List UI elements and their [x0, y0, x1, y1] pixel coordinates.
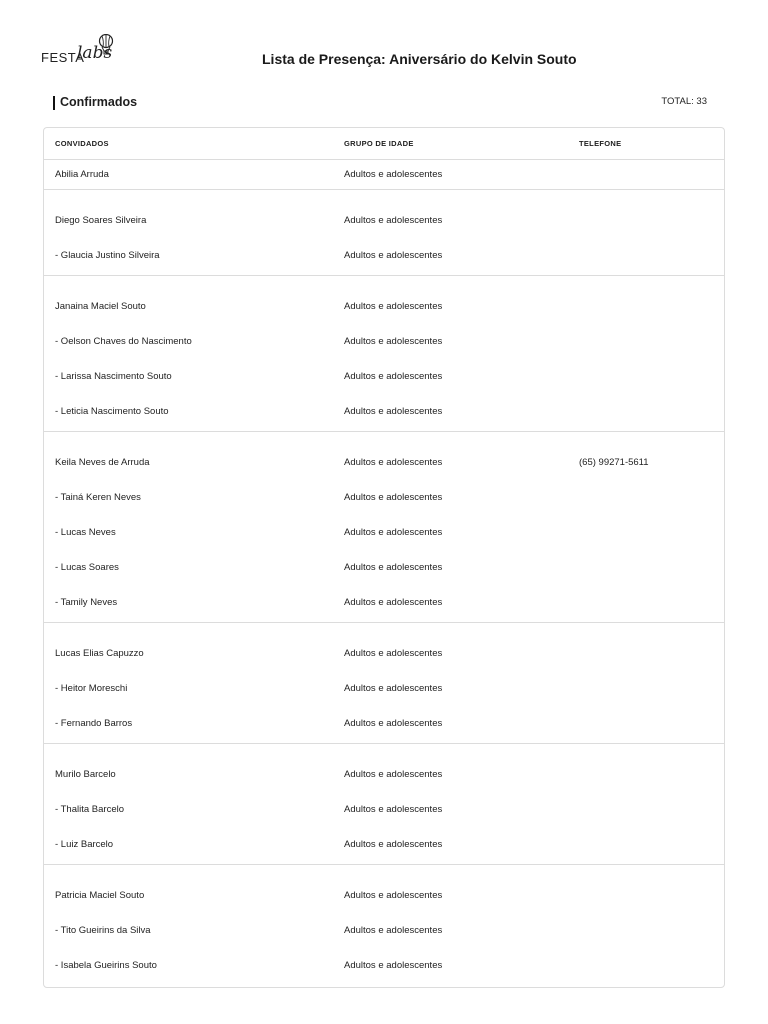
- table-body: [44, 160, 724, 985]
- table-row: [44, 880, 724, 915]
- guest-table: [43, 127, 725, 988]
- guest-name: Lucas Elias Capuzzo: [55, 648, 144, 659]
- guest-age-group: Adultos e adolescentes: [344, 301, 443, 312]
- guest-name: - Tainá Keren Neves: [55, 492, 141, 503]
- section-title: Confirmados: [60, 95, 138, 109]
- guest-age-group: Adultos e adolescentes: [344, 769, 443, 780]
- group-spacer: [44, 190, 724, 205]
- guest-name: - Leticia Nascimento Souto: [55, 406, 169, 417]
- guest-age-group: Adultos e adolescentes: [344, 804, 443, 815]
- guest-name: Patricia Maciel Souto: [55, 890, 145, 901]
- guest-name: - Oelson Chaves do Nascimento: [55, 336, 192, 347]
- table-row: [44, 829, 724, 864]
- festalabs-logo: [41, 34, 121, 70]
- table-row: [44, 950, 724, 985]
- table-row: [44, 794, 724, 829]
- guest-phone: (65) 99271-5611: [579, 457, 649, 468]
- guest-group: [44, 744, 724, 865]
- guest-name: - Larissa Nascimento Souto: [55, 371, 172, 382]
- guest-age-group: Adultos e adolescentes: [344, 597, 443, 608]
- guest-group: [44, 160, 724, 190]
- guest-name: Diego Soares Silveira: [55, 215, 147, 226]
- table-row: [44, 160, 724, 189]
- table-row: [44, 552, 724, 587]
- table-row: [44, 915, 724, 950]
- guest-age-group: Adultos e adolescentes: [344, 925, 443, 936]
- guest-name: - Luiz Barcelo: [55, 839, 114, 850]
- group-spacer: [44, 865, 724, 880]
- table-row: [44, 447, 724, 482]
- table-row: [44, 396, 724, 431]
- guest-group: [44, 623, 724, 744]
- table-row: [44, 708, 724, 743]
- table-row: [44, 482, 724, 517]
- group-spacer: [44, 623, 724, 638]
- guest-age-group: Adultos e adolescentes: [344, 648, 443, 659]
- section-accent-bar: [53, 96, 55, 110]
- guest-name: - Lucas Soares: [55, 562, 119, 573]
- table-row: [44, 326, 724, 361]
- guest-name: - Tito Gueirins da Silva: [55, 925, 151, 936]
- guest-name: Murilo Barcelo: [55, 769, 116, 780]
- guest-name: - Fernando Barros: [55, 718, 133, 729]
- table-row: [44, 587, 724, 622]
- header-telefone: TELEFONE: [579, 139, 622, 148]
- guest-age-group: Adultos e adolescentes: [344, 457, 443, 468]
- table-row: [44, 240, 724, 275]
- group-spacer: [44, 432, 724, 447]
- hot-air-balloon-icon: [97, 34, 115, 56]
- table-row: [44, 638, 724, 673]
- guest-group: [44, 276, 724, 432]
- guest-age-group: Adultos e adolescentes: [344, 683, 443, 694]
- guest-age-group: Adultos e adolescentes: [344, 336, 443, 347]
- guest-age-group: Adultos e adolescentes: [344, 839, 443, 850]
- guest-name: Janaina Maciel Souto: [55, 301, 146, 312]
- guest-name: - Glaucia Justino Silveira: [55, 250, 160, 261]
- logo-text: FESTA: [41, 50, 85, 65]
- guest-age-group: Adultos e adolescentes: [344, 562, 443, 573]
- guest-age-group: Adultos e adolescentes: [344, 169, 443, 180]
- guest-name: - Isabela Gueirins Souto: [55, 960, 157, 971]
- guest-age-group: Adultos e adolescentes: [344, 215, 443, 226]
- guest-name: Keila Neves de Arruda: [55, 457, 150, 468]
- table-row: [44, 517, 724, 552]
- guest-age-group: Adultos e adolescentes: [344, 371, 443, 382]
- table-row: [44, 673, 724, 708]
- guest-age-group: Adultos e adolescentes: [344, 406, 443, 417]
- table-row: [44, 291, 724, 326]
- guest-group: [44, 865, 724, 985]
- guest-name: - Lucas Neves: [55, 527, 116, 538]
- header-convidados: CONVIDADOS: [55, 139, 109, 148]
- table-row: [44, 759, 724, 794]
- guest-age-group: Adultos e adolescentes: [344, 250, 443, 261]
- header-grupo-de-idade: GRUPO DE IDADE: [344, 139, 414, 148]
- guest-age-group: Adultos e adolescentes: [344, 890, 443, 901]
- logo-script-text: labs: [77, 43, 113, 63]
- group-spacer: [44, 276, 724, 291]
- guest-name: - Tamily Neves: [55, 597, 118, 608]
- guest-group: [44, 190, 724, 276]
- guest-group: [44, 432, 724, 623]
- guest-age-group: Adultos e adolescentes: [344, 492, 443, 503]
- group-spacer: [44, 744, 724, 759]
- guest-name: Abilia Arruda: [55, 169, 109, 180]
- table-row: [44, 205, 724, 240]
- table-header: [44, 128, 724, 160]
- total-count: TOTAL: 33: [661, 96, 707, 107]
- guest-name: - Thalita Barcelo: [55, 804, 124, 815]
- guest-name: - Heitor Moreschi: [55, 683, 128, 694]
- guest-age-group: Adultos e adolescentes: [344, 527, 443, 538]
- guest-age-group: Adultos e adolescentes: [344, 960, 443, 971]
- table-row: [44, 361, 724, 396]
- page-title: Lista de Presença: Aniversário do Kelvin Souto: [262, 51, 577, 67]
- guest-age-group: Adultos e adolescentes: [344, 718, 443, 729]
